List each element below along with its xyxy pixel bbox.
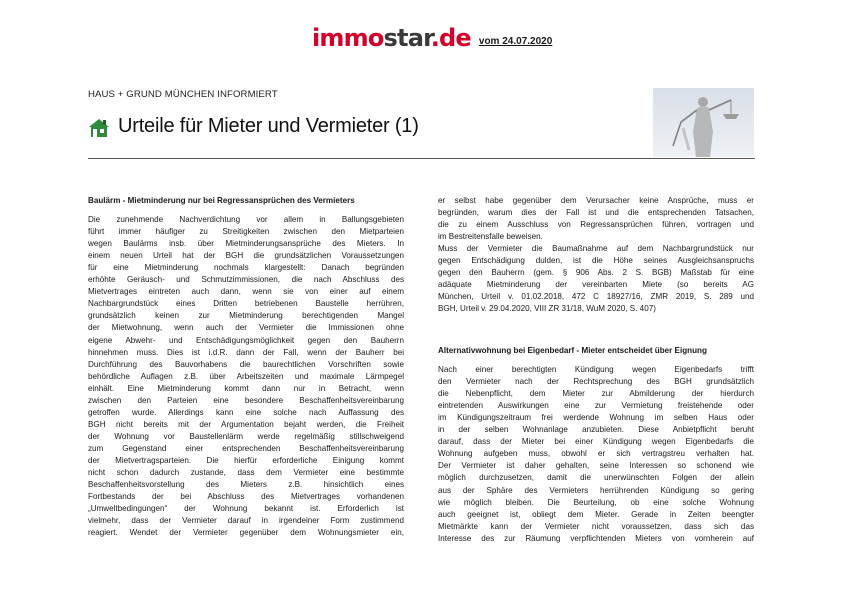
logo-part-de: .de xyxy=(430,24,471,52)
page-title: Urteile für Mieter und Vermieter (1) xyxy=(118,115,419,137)
text-line: der Wohnung vor Baustellenlärm werde regelmäßig stillschweigend xyxy=(88,431,404,441)
text-line: zwischen den Parteien eine besondere Beschaffenheitsvereinbarung xyxy=(88,395,404,405)
text-line: behördliche Auflagen z.B. über Arbeitszeiten und maximale Lärmpegel xyxy=(88,371,404,381)
text-line: die Nebenpflicht, dem Mieter zur Abmilderung der hierdurch xyxy=(438,389,754,399)
text-line: Der Vermieter ist daher gehalten, seine Interessen so schonend wie xyxy=(438,461,754,471)
text-line: im Bestreitensfalle beweisen. xyxy=(438,232,543,242)
immostar-logo xyxy=(312,26,471,50)
masthead xyxy=(312,26,552,50)
text-line: München, Urteil v. 01.02.2018, 472 C 18927/16, ZMR 2019, S. 289 und xyxy=(438,292,754,302)
text-line: Mietmärkte kann der Vermieter nicht voraussetzen, dass sich das xyxy=(438,521,754,531)
text-line: Durchführung des Bauvorhabens die baurechtlichen Vorschriften sowie xyxy=(88,359,404,369)
text-line: eigene Abwehr- und Entschädigungsmöglichkeit gegen den Bauherrn xyxy=(88,335,404,345)
text-line: Wohnung aufgeben muss, obwohl er sich vertragstreu verhalten hat. xyxy=(438,449,754,459)
text-line: auch geeignet ist, obliegt dem Mieter. Gerade in Zeiten beengter xyxy=(438,509,754,519)
text-line: möglich durchzusetzen, damit die unerwünschten Folgen der allein xyxy=(438,473,754,483)
text-line: er selbst habe gegenüber dem Verursacher keine Ansprüche, muss er xyxy=(438,196,754,205)
text-line: Muss der Vermieter die Baumaßnahme auf dem Nachbargrundstück nur xyxy=(438,244,754,254)
text-line: wie möglich bleiben. Die Beurteilung, ob eine solche Wohnung xyxy=(438,497,754,507)
text-line: adäquate Mietminderung der vereinbarten Miete (so bereits AG xyxy=(438,280,754,290)
text-line: vielmehr, dass der Vermieter darauf in irgendeiner Form zustimmend xyxy=(88,516,404,526)
section-body-continued xyxy=(438,195,754,315)
publication-date: vom 24.07.2020 xyxy=(478,36,553,47)
text-line: in der selben Wohnanlage anzubieten. Diese Anbietpflicht beruht xyxy=(438,425,754,435)
text-line: im Kündigungszeitraum frei werdende Wohnung im selben Haus oder xyxy=(438,413,754,423)
title-divider xyxy=(88,158,755,159)
text-line: die zu einem Ausschluss von Regressansprüchen führen, vortragen und xyxy=(438,220,754,230)
column-left xyxy=(88,195,404,539)
house-icon xyxy=(88,118,110,138)
text-line: Nach einer berechtigten Kündigung wegen Eigenbedarfs trifft xyxy=(438,365,754,375)
text-line: einem neuen Urteil hat der BGH die grundsätzlichen Voraussetzungen xyxy=(88,251,404,261)
text-line: gegen den Bauherrn (gem. § 906 Abs. 2 S. BGB) Maßstab für eine xyxy=(438,268,754,278)
column-right-bottom xyxy=(438,345,754,545)
text-line: der Mietwohnung, wenn auch der Vermieter die Immissionen ohne xyxy=(88,323,404,333)
section-body xyxy=(88,214,404,539)
text-line: der Mietvertragsparteien. Die hierfür erforderliche Einigung kommt xyxy=(88,455,404,465)
kicker-line: HAUS + GRUND MÜNCHEN INFORMIERT xyxy=(88,89,278,100)
text-line: BGH, Urteil v. 29.04.2020, VIII ZR 31/18, WuM 2020, S. 407) xyxy=(438,304,656,314)
section-heading: Baulärm - Mietminderung nur bei Regressansprüchen des Vermieters xyxy=(88,196,355,205)
text-line: den Vermieter nach der Rechtsprechung des BGH grundsätzlich xyxy=(438,377,754,387)
text-line: Nachbargrundstück eines Dritten betriebenen Baustelle herrühren, xyxy=(88,299,404,309)
text-line: hinnehmen muss. Dies ist i.d.R. dann der Fall, wenn der Bauherr bei xyxy=(88,347,404,357)
section-heading: Alternativwohnung bei Eigenbedarf - Mieter entscheidet über Eignung xyxy=(438,346,707,355)
logo-part-star: star xyxy=(383,24,431,52)
text-line: „Umweltbedingungen“ der Wohnung bekannt ist. Erforderlich ist xyxy=(88,504,404,514)
text-line: BGH nicht bereits mit der Argumentation bejaht werden, die Freiheit xyxy=(88,419,404,429)
text-line: einhält. Eine Mietminderung kommt dann nur in Betracht, wenn xyxy=(88,383,404,393)
text-line: erhöhte Geräusch- und Schmutzimmissionen, die nach Abschluss des xyxy=(88,275,404,285)
column-right-top xyxy=(438,195,754,315)
text-line: grundsätzlich keinen zur Mietminderung berechtigenden Mangel xyxy=(88,311,404,321)
text-line: darauf, dass der Mieter bei einer Kündigung wegen Eigenbedarfs die xyxy=(438,437,754,447)
text-line: eintretenden Auswirkungen eine zur Vermietung freistehende oder xyxy=(438,401,754,411)
text-line: reagiert. Wendet der Vermieter gegenüber dem Wohnungsmieter ein, xyxy=(88,528,404,538)
logo-part-immo: immo xyxy=(312,24,384,52)
text-line: nicht schon dadurch zustande, dass dem Vermieter eine bestimmte xyxy=(88,468,404,478)
text-line: zum Gegenstand einer entsprechenden Beschaffenheitsvereinbarung xyxy=(88,443,404,453)
text-line: getroffen wurde. Allerdings kann eine solche nach Auffassung des xyxy=(88,407,404,417)
text-line: Mietvertrages eintreten auch dann, wenn sie von einer auf einem xyxy=(88,287,404,297)
text-line: aus der Sphäre des Vermieters herrührenden Kündigung so gering xyxy=(438,485,754,495)
justitia-statue-image xyxy=(653,88,754,157)
text-line: Die zunehmende Nachverdichtung vor allem in Ballungsgebieten xyxy=(88,215,404,225)
text-line: Beschaffenheitsvorstellung des Mieters z.B. hinsichtlich eines xyxy=(88,480,404,490)
text-line: gegen Entschädigung dulden, ist die Höhe seines Ausgleichsanspruchs xyxy=(438,256,754,266)
text-line: für eine Mietminderung nochmals klargestellt: Danach begründen xyxy=(88,263,404,273)
text-line: wegen Baulärms insb. über Mietminderungsansprüche des Mieters. In xyxy=(88,239,404,249)
text-line: Fortbestands der bei Abschluss des Mietvertrages vorhandenen xyxy=(88,492,404,502)
text-line: Interesse des zur Räumung verpflichtenden Mieters von vornherein auf xyxy=(438,533,754,543)
text-line: begründen, warum dies der Fall ist und die entsprechenden Tatsachen, xyxy=(438,208,754,218)
text-line: führt immer häufiger zu Streitigkeiten zwischen den Mietparteien xyxy=(88,227,404,237)
section-body xyxy=(438,364,754,545)
